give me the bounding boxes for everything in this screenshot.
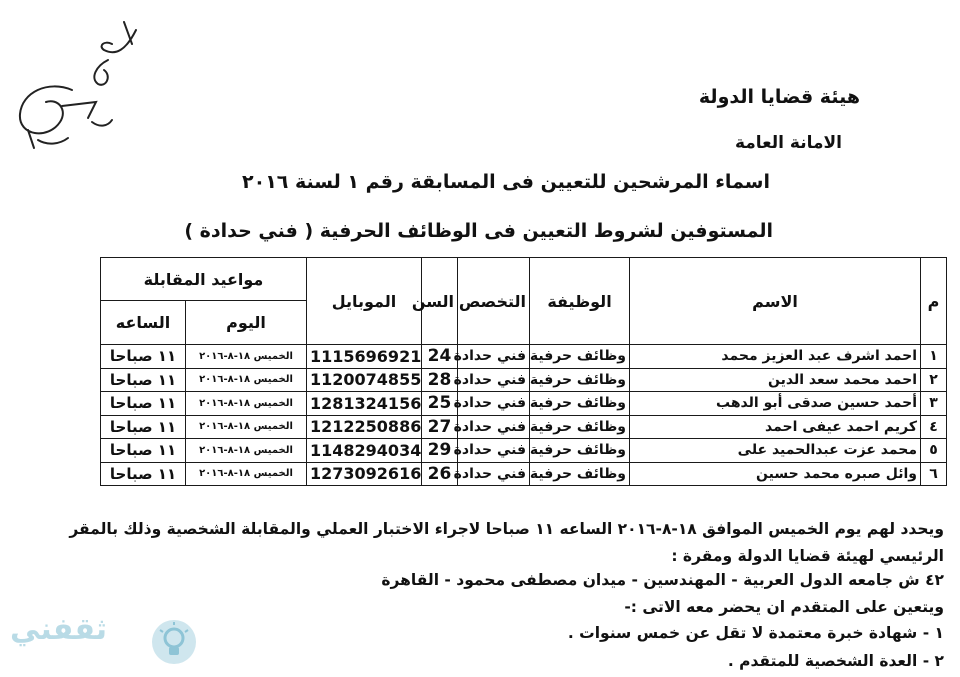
- cell-name: وائل صبره محمد حسين: [630, 462, 921, 486]
- cell-mobile: 1148294034: [307, 439, 422, 463]
- requirement-item: ١ - شهادة خبرة معتمدة لا تقل عن خمس سنوات .: [567, 624, 944, 642]
- cell-num: ١: [921, 345, 947, 369]
- header-mobile: الموبايل: [307, 258, 422, 345]
- cell-day: الخميس ١٨-٨-٢٠١٦: [186, 462, 307, 486]
- cell-specialty: فني حدادة: [458, 368, 530, 392]
- cell-day: الخميس ١٨-٨-٢٠١٦: [186, 368, 307, 392]
- headquarters-line: الرئيسي لهيئة قضايا الدولة ومقرة :: [671, 547, 944, 565]
- cell-time: ١١ صباحا: [101, 439, 186, 463]
- cell-age: 28: [422, 368, 458, 392]
- table-row: [101, 345, 947, 369]
- candidates-table: [100, 257, 947, 486]
- cell-time: ١١ صباحا: [101, 368, 186, 392]
- cell-time: ١١ صباحا: [101, 345, 186, 369]
- schedule-paragraph: ويحدد لهم يوم الخميس الموافق ١٨-٨-٢٠١٦ الساعه ١١ صباحا لاجراء الاختبار العملي والمقابلة الشخصية وذلك بالمقر: [69, 520, 944, 538]
- cell-specialty: فني حدادة: [458, 415, 530, 439]
- cell-name: محمد عزت عبدالحميد على: [630, 439, 921, 463]
- cell-mobile: 1115696921: [307, 345, 422, 369]
- document-subtitle: المستوفين لشروط التعيين فى الوظائف الحرفية ( فني حدادة ): [184, 220, 773, 242]
- cell-name: كريم احمد عيفى احمد: [630, 415, 921, 439]
- organization-name: هيئة قضايا الدولة: [698, 86, 860, 108]
- cell-mobile: 1212250886: [307, 415, 422, 439]
- table-row: [101, 368, 947, 392]
- cell-specialty: فني حدادة: [458, 439, 530, 463]
- cell-age: 25: [422, 392, 458, 416]
- cell-job: وظائف حرفية: [530, 392, 630, 416]
- cell-day: الخميس ١٨-٨-٢٠١٦: [186, 345, 307, 369]
- cell-num: ٥: [921, 439, 947, 463]
- cell-age: 27: [422, 415, 458, 439]
- cell-age: 26: [422, 462, 458, 486]
- cell-age: 24: [422, 345, 458, 369]
- table-row: [101, 462, 947, 486]
- cell-day: الخميس ١٨-٨-٢٠١٦: [186, 439, 307, 463]
- cell-num: ٦: [921, 462, 947, 486]
- cell-job: وظائف حرفية: [530, 345, 630, 369]
- cell-specialty: فني حدادة: [458, 345, 530, 369]
- table-row: [101, 439, 947, 463]
- header-time: الساعه: [101, 301, 186, 345]
- cell-time: ١١ صباحا: [101, 392, 186, 416]
- cell-job: وظائف حرفية: [530, 439, 630, 463]
- cell-age: 29: [422, 439, 458, 463]
- department-name: الامانة العامة: [734, 133, 842, 153]
- header-specialty: التخصص: [458, 258, 530, 345]
- table-row: [101, 392, 947, 416]
- handwritten-signature: [8, 10, 158, 150]
- cell-mobile: 1281324156: [307, 392, 422, 416]
- cell-name: احمد اشرف عبد العزيز محمد: [630, 345, 921, 369]
- table-row: [101, 415, 947, 439]
- cell-num: ٤: [921, 415, 947, 439]
- requirement-item: ٢ - العدة الشخصية للمتقدم .: [727, 652, 944, 670]
- cell-job: وظائف حرفية: [530, 368, 630, 392]
- cell-num: ٣: [921, 392, 947, 416]
- cell-day: الخميس ١٨-٨-٢٠١٦: [186, 392, 307, 416]
- header-num: م: [921, 258, 947, 345]
- cell-job: وظائف حرفية: [530, 462, 630, 486]
- cell-time: ١١ صباحا: [101, 415, 186, 439]
- header-age: السن: [422, 258, 458, 345]
- cell-specialty: فني حدادة: [458, 462, 530, 486]
- cell-mobile: 1120074855: [307, 368, 422, 392]
- cell-day: الخميس ١٨-٨-٢٠١٦: [186, 415, 307, 439]
- header-job: الوظيفة: [530, 258, 630, 345]
- cell-name: احمد محمد سعد الدين: [630, 368, 921, 392]
- cell-specialty: فني حدادة: [458, 392, 530, 416]
- cell-name: أحمد حسين صدقى أبو الدهب: [630, 392, 921, 416]
- header-day: اليوم: [186, 301, 307, 345]
- header-name: الاسم: [630, 258, 921, 345]
- cell-time: ١١ صباحا: [101, 462, 186, 486]
- address-line: ٤٢ ش جامعه الدول العربية - المهندسين - ميدان مصطفى محمود - القاهرة: [381, 571, 944, 589]
- header-interview: مواعيد المقابلة: [101, 258, 307, 301]
- cell-mobile: 1273092616: [307, 462, 422, 486]
- cell-num: ٢: [921, 368, 947, 392]
- document-title: اسماء المرشحين للتعيين فى المسابقة رقم ١ لسنة ٢٠١٦: [242, 171, 770, 193]
- watermark-text: ثقفني: [10, 612, 108, 647]
- cell-job: وظائف حرفية: [530, 415, 630, 439]
- requirements-intro: ويتعين على المتقدم ان يحضر معه الاتى :-: [624, 598, 944, 616]
